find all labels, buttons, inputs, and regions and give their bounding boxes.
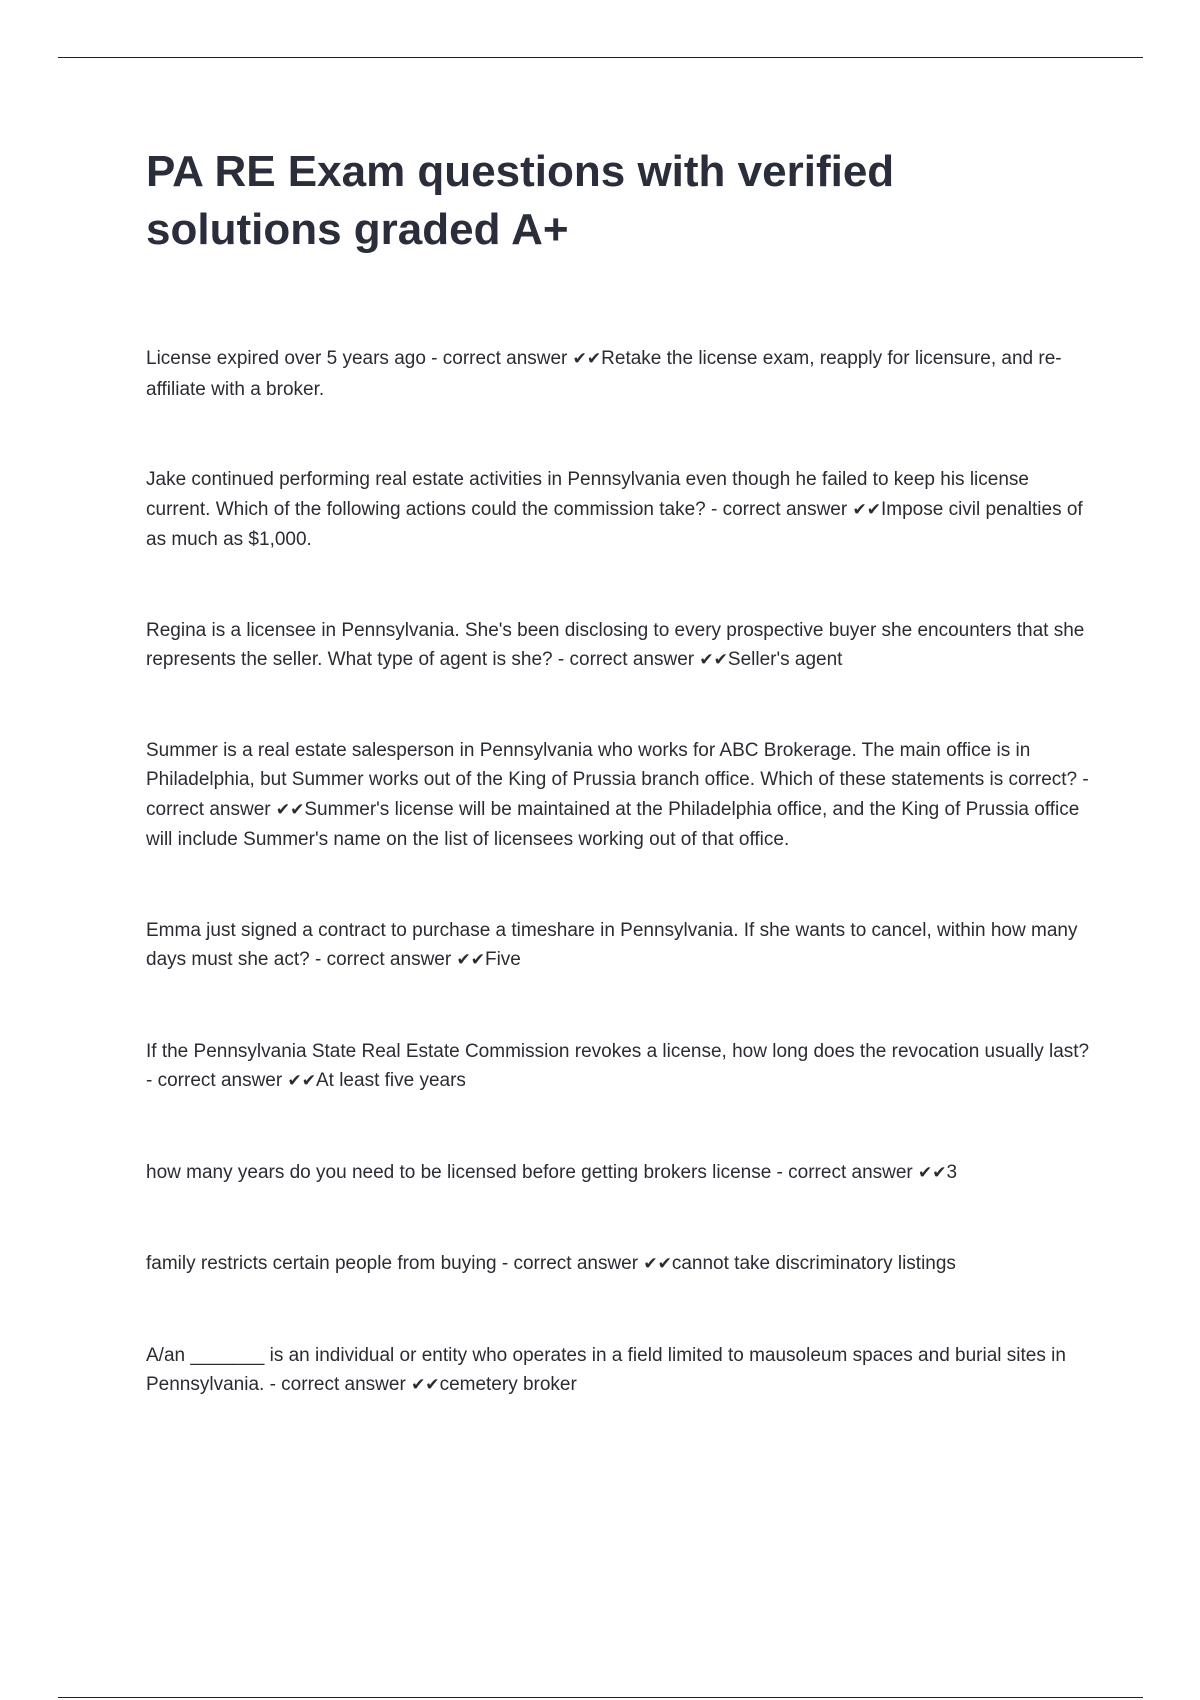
check-icon: ✔✔ — [456, 950, 485, 970]
question-text: Summer is a real estate salesperson in Pennsylvania who works for ABC Brokerage. The main office is in Philadelphia, but Summer works out of the King of Prussia branch office. Which of these statements is correct? — [146, 739, 1078, 790]
question-text: Regina is a licensee in Pennsylvania. She's been disclosing to every prospective buyer she encounters that she represents the seller. What type of agent is she? — [146, 619, 1085, 670]
answer-text: Impose civil penalties of as much as $1,000. — [146, 498, 1083, 550]
question-text: family restricts certain people from buying — [146, 1253, 497, 1274]
top-rule — [58, 57, 1143, 58]
qa-item — [146, 1249, 1096, 1280]
answer-separator: - correct answer — [771, 1161, 919, 1183]
answer-separator: - correct answer — [146, 769, 1089, 820]
question-text: If the Pennsylvania State Real Estate Commission revokes a license, how long does the revocation usually last? — [146, 1040, 1090, 1062]
bottom-rule — [58, 1697, 1143, 1698]
answer-text: cemetery broker — [439, 1374, 577, 1395]
answer-text: Seller's agent — [727, 649, 843, 670]
check-icon: ✔✔ — [411, 1375, 440, 1395]
check-icon: ✔✔ — [699, 650, 728, 670]
check-icon: ✔✔ — [918, 1162, 947, 1183]
question-text: A/an _______ is an individual or entity who operates in a field limited to mausoleum spaces and burial sites in Pennsylvania. — [146, 1344, 1066, 1395]
qa-item — [146, 465, 1096, 555]
answer-text: cannot take discriminatory listings — [671, 1253, 956, 1274]
qa-item — [146, 1158, 1096, 1189]
qa-item — [146, 1037, 1096, 1097]
answer-text: 3 — [946, 1161, 958, 1183]
answer-text: Five — [484, 949, 521, 970]
answer-separator: - correct answer — [425, 348, 573, 369]
answer-separator: - correct answer — [705, 498, 853, 520]
answer-text: Retake the license exam, reapply for licensure, and re-affiliate with a broker. — [146, 348, 1062, 400]
answer-separator: - correct answer — [264, 1374, 412, 1395]
check-icon: ✔✔ — [572, 349, 602, 369]
check-icon: ✔✔ — [852, 499, 881, 520]
answer-separator: - correct answer — [552, 649, 700, 670]
check-icon: ✔✔ — [287, 1071, 316, 1091]
qa-item — [146, 916, 1096, 976]
qa-list — [146, 344, 1096, 1401]
question-text: Jake continued performing real estate activities in Pennsylvania even though he failed to keep his license current. Which of the following actions could the commission take? — [146, 469, 1029, 520]
qa-item — [146, 736, 1096, 855]
answer-separator: - correct answer — [146, 1070, 288, 1091]
question-text: License expired over 5 years ago — [146, 348, 426, 369]
check-icon: ✔✔ — [643, 1254, 672, 1274]
answer-text: Summer's license will be maintained at the Philadelphia office, and the King of Prussia office will include Summer's name on the list of licensees working out of that office. — [146, 798, 1080, 850]
question-text: how many years do you need to be licensed before getting brokers license — [146, 1161, 772, 1183]
page-title: PA RE Exam questions with verified solutions graded A+ — [146, 147, 895, 254]
qa-item — [146, 1341, 1096, 1401]
qa-item — [146, 616, 1096, 676]
check-icon: ✔✔ — [275, 799, 305, 820]
answer-text: At least five years — [315, 1070, 466, 1091]
answer-separator: - correct answer — [496, 1253, 644, 1274]
question-text: Emma just signed a contract to purchase a timeshare in Pennsylvania. If she wants to cancel, within how many days must she act? — [146, 919, 1078, 970]
answer-separator: - correct answer — [309, 949, 457, 970]
qa-item — [146, 344, 1096, 404]
